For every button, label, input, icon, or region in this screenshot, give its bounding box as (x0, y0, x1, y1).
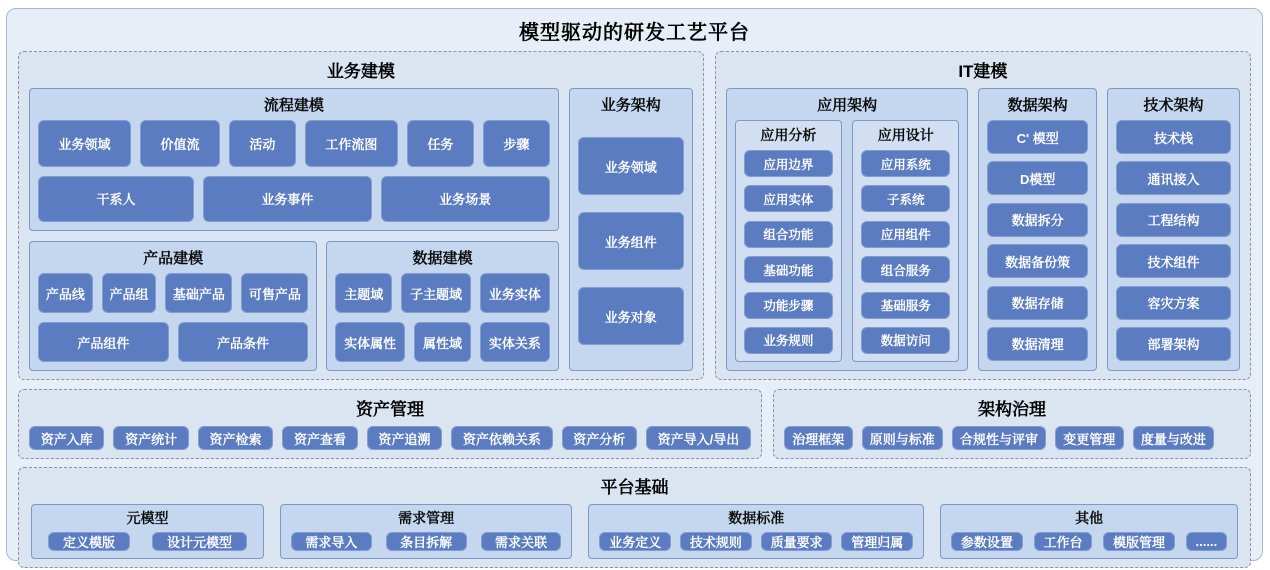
section-architecture-governance (773, 389, 1251, 459)
module-chip: 产品组 (102, 273, 157, 313)
product-data-row (29, 241, 559, 371)
module-chip: 业务定义 (599, 532, 671, 551)
module-chip: 治理框架 (784, 426, 853, 450)
module-chip: 资产分析 (562, 426, 637, 450)
module-chip: 参数设置 (951, 532, 1023, 551)
panel-tech-architecture (1107, 88, 1240, 371)
meta-model-chips (42, 532, 253, 551)
management-row (18, 389, 1251, 459)
module-chip: 数据备份策 (987, 244, 1088, 278)
module-chip: 资产依赖关系 (451, 426, 552, 450)
module-chip: 业务事件 (203, 176, 372, 223)
asset-management-chips (29, 426, 751, 450)
module-chip: 应用系统 (861, 150, 950, 177)
module-chip: 合规性与评审 (952, 426, 1046, 450)
module-chip: 业务场景 (381, 176, 550, 223)
module-chip: 基础服务 (861, 292, 950, 319)
module-chip: 价值流 (140, 120, 220, 167)
section-platform-base (18, 467, 1251, 568)
module-chip: 定义模版 (48, 532, 130, 551)
panel-requirements-management (280, 504, 572, 559)
app-design-title: 应用设计 (877, 127, 934, 143)
process-modeling-title: 流程建模 (263, 97, 324, 114)
module-chip: 数据存储 (987, 286, 1088, 320)
module-chip: 质量要求 (761, 532, 833, 551)
product-row-2 (38, 322, 308, 362)
app-design-chips (861, 150, 950, 354)
module-chip: 主题域 (335, 273, 392, 313)
module-chip: 数据访问 (861, 327, 950, 354)
section-asset-management (18, 389, 762, 459)
module-chip: 业务领域 (38, 120, 131, 167)
data-architecture-chips (987, 120, 1088, 362)
panel-application-architecture (726, 88, 969, 371)
module-chip: 工程结构 (1116, 203, 1231, 237)
module-chip: 应用组件 (861, 221, 950, 248)
module-chip: 技术规则 (680, 532, 752, 551)
module-chip: 数据拆分 (987, 203, 1088, 237)
module-chip: 可售产品 (241, 273, 308, 313)
tech-architecture-chips (1116, 120, 1231, 362)
module-chip: 应用实体 (744, 185, 833, 212)
module-chip: 产品组件 (38, 322, 169, 362)
module-chip: 资产统计 (113, 426, 188, 450)
module-chip: 业务规则 (744, 327, 833, 354)
product-modeling-rows (38, 273, 308, 362)
platform-base-panels (29, 504, 1240, 559)
module-chip: 业务对象 (578, 287, 684, 345)
application-architecture-title: 应用架构 (817, 97, 878, 114)
asset-management-title: 资产管理 (355, 400, 424, 419)
process-row-1 (38, 120, 550, 167)
platform-diagram (6, 8, 1263, 561)
module-chip: 条目拆解 (386, 532, 467, 551)
module-chip: 子系统 (861, 185, 950, 212)
architecture-governance-chips (784, 426, 1214, 450)
panel-data-modeling (326, 241, 559, 371)
modeling-row (18, 51, 1251, 380)
data-model-row-1 (335, 273, 550, 313)
panel-data-standard (588, 504, 924, 559)
module-chip: 资产追溯 (367, 426, 442, 450)
data-modeling-rows (335, 273, 550, 362)
subpanel-app-analysis (735, 120, 842, 362)
module-chip: 度量与改进 (1133, 426, 1214, 450)
business-modeling-title: 业务建模 (326, 62, 395, 81)
business-architecture-chips (578, 120, 684, 362)
module-chip: C' 模型 (987, 120, 1088, 154)
requirements-management-title: 需求管理 (398, 510, 455, 526)
module-chip: 任务 (407, 120, 474, 167)
module-chip: 数据清理 (987, 327, 1088, 361)
module-chip: 业务组件 (578, 212, 684, 270)
module-chip: 基础功能 (744, 256, 833, 283)
module-chip: 设计元模型 (152, 532, 247, 551)
panel-product-modeling (29, 241, 317, 371)
tech-architecture-title: 技术架构 (1143, 97, 1204, 114)
others-title: 其他 (1075, 510, 1104, 526)
module-chip: 技术组件 (1116, 244, 1231, 278)
subpanel-app-design (852, 120, 959, 362)
module-chip: 实体属性 (335, 322, 405, 362)
panel-meta-model (31, 504, 264, 559)
panel-data-architecture (978, 88, 1097, 371)
module-chip: 产品条件 (178, 322, 309, 362)
module-chip: 应用边界 (744, 150, 833, 177)
module-chip: 活动 (229, 120, 296, 167)
module-chip: 变更管理 (1055, 426, 1124, 450)
business-modeling-body (29, 88, 693, 371)
module-chip: 资产入库 (29, 426, 104, 450)
module-chip: 通讯接入 (1116, 161, 1231, 195)
data-modeling-title: 数据建模 (412, 250, 473, 267)
module-chip: 实体关系 (480, 322, 550, 362)
module-chip: 技术栈 (1116, 120, 1231, 154)
module-chip: 功能步骤 (744, 292, 833, 319)
section-it-modeling (715, 51, 1251, 380)
meta-model-title: 元模型 (126, 510, 169, 526)
section-business-modeling (18, 51, 704, 380)
panel-business-architecture (569, 88, 693, 371)
platform-base-title: 平台基础 (600, 478, 669, 497)
business-modeling-left-col (29, 88, 559, 371)
module-chip: 业务领域 (578, 137, 684, 195)
module-chip: 模版管理 (1103, 532, 1175, 551)
module-chip: ...... (1186, 532, 1227, 551)
module-chip: 资产导入/导出 (646, 426, 751, 450)
module-chip: 工作台 (1034, 532, 1093, 551)
module-chip: 工作流图 (305, 120, 398, 167)
module-chip: 资产检索 (198, 426, 273, 450)
module-chip: 干系人 (38, 176, 194, 223)
data-architecture-title: 数据架构 (1007, 97, 1068, 114)
application-architecture-subpanels (735, 120, 960, 362)
app-analysis-title: 应用分析 (760, 127, 817, 143)
module-chip: 需求关联 (481, 532, 562, 551)
requirements-management-chips (291, 532, 561, 551)
data-model-row-2 (335, 322, 550, 362)
process-modeling-rows (38, 120, 550, 222)
others-chips (951, 532, 1227, 551)
process-row-2 (38, 176, 550, 223)
module-chip: 资产查看 (282, 426, 357, 450)
module-chip: 步骤 (483, 120, 550, 167)
data-standard-title: 数据标准 (728, 510, 785, 526)
page-title: 模型驱动的研发工艺平台 (519, 22, 750, 44)
it-modeling-title: IT建模 (958, 62, 1008, 81)
architecture-governance-title: 架构治理 (977, 400, 1046, 419)
module-chip: 原则与标准 (862, 426, 943, 450)
module-chip: 组合服务 (861, 256, 950, 283)
module-chip: 部署架构 (1116, 327, 1231, 361)
app-analysis-chips (744, 150, 833, 354)
product-row-1 (38, 273, 308, 313)
it-modeling-body (726, 88, 1240, 371)
module-chip: 产品线 (38, 273, 93, 313)
module-chip: 组合功能 (744, 221, 833, 248)
business-architecture-title: 业务架构 (600, 97, 661, 114)
panel-others (940, 504, 1238, 559)
module-chip: 容灾方案 (1116, 286, 1231, 320)
product-modeling-title: 产品建模 (143, 250, 204, 267)
module-chip: 子主题域 (401, 273, 471, 313)
module-chip: 需求导入 (291, 532, 372, 551)
module-chip: D模型 (987, 161, 1088, 195)
data-standard-chips (599, 532, 913, 551)
module-chip: 基础产品 (165, 273, 232, 313)
module-chip: 管理归属 (841, 532, 913, 551)
panel-process-modeling (29, 88, 559, 231)
module-chip: 业务实体 (480, 273, 550, 313)
module-chip: 属性域 (414, 322, 471, 362)
